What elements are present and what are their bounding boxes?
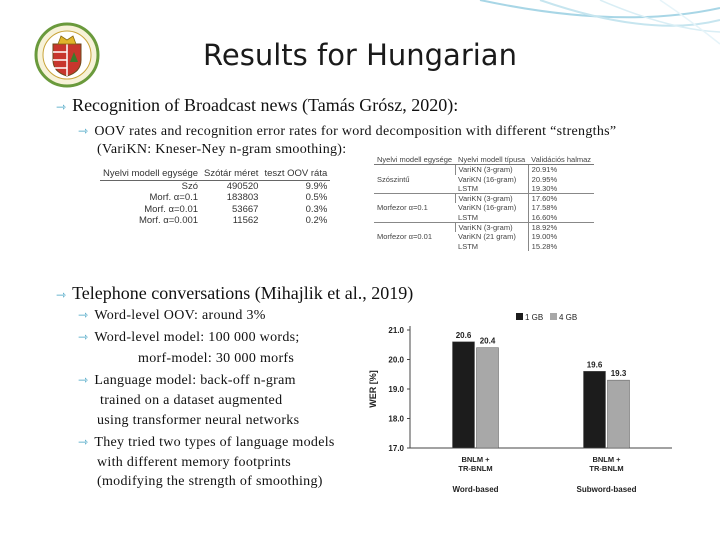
table-row xyxy=(374,165,594,175)
table-cell: Morfezor α=0.01 xyxy=(374,223,455,251)
table-header: Szótár méret xyxy=(201,168,261,180)
bullet-broadcast-news xyxy=(56,94,458,118)
table-cell: 19.00% xyxy=(528,232,594,241)
arrow-bullet-icon: ⇾ xyxy=(56,100,67,114)
table-cell: VariKN (3-gram) xyxy=(455,223,528,233)
y-tick-label: 18.0 xyxy=(388,414,404,424)
x-tick-label: BNLM + xyxy=(592,455,621,464)
table-cell: 17.60% xyxy=(528,194,594,204)
table-cell: Szó xyxy=(181,180,199,192)
arrow-bullet-icon: ⇾ xyxy=(56,288,67,302)
bar xyxy=(608,380,630,448)
table-cell: Morf. α=0.1 xyxy=(149,192,199,203)
sub-bullet-text: Word-level model: 100 000 words; xyxy=(94,330,300,345)
table-cell: LSTM xyxy=(458,241,479,251)
bar xyxy=(584,371,606,448)
sub-bullet-two-types-cont: (modifying the strength of smoothing) xyxy=(97,474,323,489)
sub-bullet-text: Word-level OOV: around 3% xyxy=(94,308,266,323)
table-cell: 490520 xyxy=(226,180,259,192)
table-cell: VariKN (21 gram) xyxy=(458,232,516,242)
hungarian-coat-of-arms-icon xyxy=(34,22,100,88)
table-cell: 183803 xyxy=(226,192,259,203)
sub-bullet-vocab xyxy=(78,328,300,347)
table-cell: 0.2% xyxy=(305,215,328,226)
sub-bullet-text: Language model: back-off n-gram xyxy=(94,373,296,388)
sub-bullet-oov-rates xyxy=(78,122,616,141)
legend-label: 1 GB xyxy=(525,313,544,322)
table-cell: LSTM xyxy=(458,183,479,193)
wer-bar-chart xyxy=(366,308,682,498)
table-cell: Szószintű xyxy=(374,165,455,194)
table-header: Nyelvi modell egysége xyxy=(100,168,201,180)
table-header-row xyxy=(374,155,594,165)
sub-bullet-lm-cont: using transformer neural networks xyxy=(97,413,300,428)
table-row xyxy=(100,215,330,227)
y-tick-label: 19.0 xyxy=(388,385,404,394)
table-cell: 16.60% xyxy=(528,213,594,223)
sub-bullet-vocab-cont: morf-model: 30 000 morfs xyxy=(138,351,295,366)
sub-bullet-lm-cont: trained on a dataset augmented xyxy=(100,393,283,408)
category-label: Subword-based xyxy=(576,485,637,494)
y-tick-label: 20.0 xyxy=(388,355,404,365)
bar xyxy=(477,348,499,448)
bullet-text: Telephone conversations (Mihajlik et al., 2019) xyxy=(72,283,414,303)
table-cell: 19.30% xyxy=(528,184,594,194)
y-tick-label: 17.0 xyxy=(388,444,404,453)
table-header: Nyelvi modell típusa xyxy=(455,155,528,165)
bar-value-label: 19.6 xyxy=(586,360,603,370)
sub-bullet-word-oov xyxy=(78,306,266,325)
arrow-bullet-icon: ⇾ xyxy=(78,435,89,449)
table-cell: 11562 xyxy=(232,215,259,226)
table-header-row xyxy=(100,168,330,180)
table-header: Nyelvi modell egysége xyxy=(374,155,455,165)
bar-value-label: 19.3 xyxy=(610,369,627,379)
x-tick-label: BNLM + xyxy=(461,455,490,464)
page-title: Results for Hungarian xyxy=(203,38,517,72)
arrow-bullet-icon: ⇾ xyxy=(78,124,89,138)
bar-value-label: 20.4 xyxy=(479,336,496,346)
table-row xyxy=(100,204,330,216)
y-tick-label: 21.0 xyxy=(388,326,404,335)
table-cell: VariKN (3-gram) xyxy=(455,194,528,204)
table-header: Validációs halmaz xyxy=(528,155,594,165)
oov-rate-table xyxy=(100,168,330,227)
x-tick-label: TR-BNLM xyxy=(589,464,624,473)
sub-bullet-text: OOV rates and recognition error rates for word decomposition with different “strengths” xyxy=(94,124,617,139)
table-cell: 17.58% xyxy=(528,203,594,212)
arrow-bullet-icon: ⇾ xyxy=(78,308,89,322)
table-cell: 20.91% xyxy=(528,165,594,175)
table-cell: 0.5% xyxy=(305,192,328,203)
table-cell: 53667 xyxy=(232,203,259,215)
bullet-text: Recognition of Broadcast news (Tamás Grósz, 2020): xyxy=(72,95,459,115)
bar-value-label: 20.6 xyxy=(455,330,472,340)
table-header: teszt OOV ráta xyxy=(261,168,330,180)
table-cell: Morfezor α=0.1 xyxy=(374,194,455,223)
table-cell: 9.9% xyxy=(305,180,328,192)
chart-background xyxy=(366,308,682,498)
legend-label: 4 GB xyxy=(559,313,578,322)
sub-bullet-oov-rates-cont: (VariKN: Kneser-Ney n-gram smoothing): xyxy=(97,142,347,157)
table-cell: Morf. α=0.001 xyxy=(138,215,199,226)
table-cell: VariKN (16-gram) xyxy=(458,203,517,213)
sub-bullet-two-types-cont: with different memory footprints xyxy=(97,455,292,470)
table-cell: VariKN (16-gram) xyxy=(458,174,517,184)
bar xyxy=(453,342,475,448)
y-axis-label: WER [%] xyxy=(368,370,378,408)
legend-swatch xyxy=(550,313,557,320)
x-tick-label: TR-BNLM xyxy=(458,464,493,473)
table-cell: 20.95% xyxy=(528,175,594,184)
table-cell: Morf. α=0.01 xyxy=(144,203,199,215)
table-cell: 18.92% xyxy=(528,223,594,233)
table-row xyxy=(100,192,330,204)
validation-error-table xyxy=(374,155,594,251)
table-cell: VariKN (3-gram) xyxy=(455,165,528,175)
legend-swatch xyxy=(516,313,523,320)
arrow-bullet-icon: ⇾ xyxy=(78,373,89,387)
category-label: Word-based xyxy=(452,485,499,494)
sub-bullet-lm xyxy=(78,371,296,390)
arrow-bullet-icon: ⇾ xyxy=(78,330,89,344)
table-row xyxy=(374,194,594,204)
table-cell: 15.28% xyxy=(528,242,594,251)
table-row xyxy=(100,180,330,192)
sub-bullet-text: They tried two types of language models xyxy=(94,435,335,450)
table-row xyxy=(374,223,594,233)
table-cell: LSTM xyxy=(458,212,479,222)
bullet-telephone xyxy=(56,282,413,306)
table-cell: 0.3% xyxy=(305,203,328,215)
sub-bullet-two-types xyxy=(78,433,335,452)
